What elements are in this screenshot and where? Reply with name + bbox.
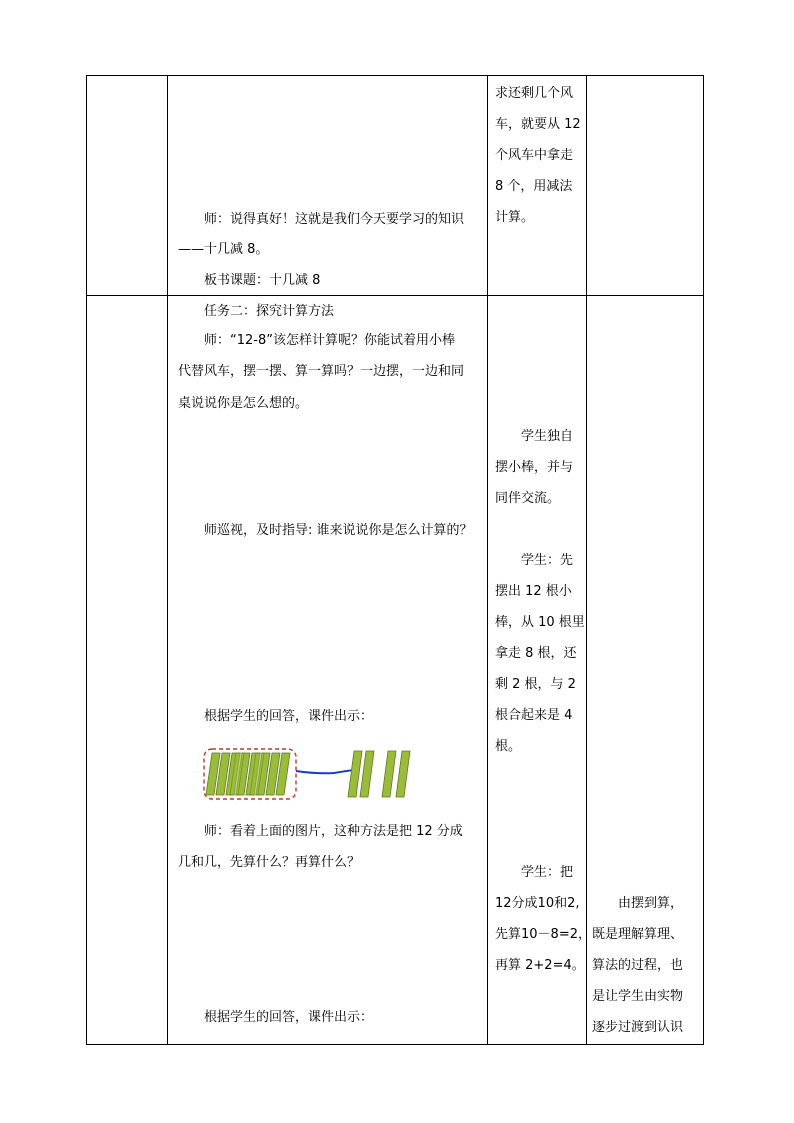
text-line: 先算10－8=2，	[495, 927, 591, 942]
text-line: 算法的过程，也	[592, 958, 684, 973]
text-line: 学生：先	[495, 553, 574, 568]
design-intent-cell	[587, 296, 704, 1045]
connector-line	[296, 770, 354, 773]
text-line: 学生独自	[495, 429, 574, 444]
text-line: 剩 2 根，与 2	[495, 677, 576, 692]
text-line: 学生：把	[495, 865, 574, 880]
text-line: 师：看着上面的图片，这种方法是把 12 分成	[178, 824, 463, 839]
lesson-plan-table	[86, 75, 704, 1045]
text-line: 师：说得真好！这就是我们今天要学习的知识	[178, 212, 465, 227]
text-line: 求还剩几个风	[495, 86, 574, 101]
student-activity-cell	[488, 76, 587, 296]
text-line: 棒，从 10 根里	[495, 615, 585, 630]
text-line: 8 个，用减法	[495, 179, 573, 194]
text-line: 逐步过渡到认识	[592, 1020, 684, 1035]
table-row	[87, 76, 704, 296]
text-line: 代替风车，摆一摆、算一算吗？一边摆，一边和同	[178, 364, 465, 379]
stage-cell	[87, 296, 168, 1045]
text-line: 同伴交流。	[495, 491, 561, 506]
table-row	[87, 296, 704, 1045]
text-line: 是让学生由实物	[592, 989, 684, 1004]
text-line: 车，就要从 12	[495, 117, 581, 132]
text-line: 计算。	[495, 210, 535, 225]
loose-sticks	[348, 751, 410, 797]
text-line: 任务二：探究计算方法	[178, 304, 335, 319]
text-line: 根。	[495, 739, 522, 754]
text-line: 个风车中拿走	[495, 148, 574, 163]
text-line: 拿走 8 根，还	[495, 646, 577, 661]
text-line: 摆小棒，并与	[495, 460, 574, 475]
text-line: 桌说说你是怎么想的。	[178, 396, 309, 411]
text-line: 根据学生的回答，课件出示：	[178, 1010, 374, 1025]
text-line: 师：“12-8”该怎样计算呢？你能试着用小棒	[178, 333, 455, 348]
stick-bundle-illustration	[196, 746, 436, 806]
student-activity-cell	[488, 296, 591, 1045]
text-line: 再算 2+2=4。	[495, 958, 585, 973]
text-line: ——十几减 8。	[178, 242, 269, 257]
text-line: 12分成10和2,	[495, 896, 580, 911]
text-line: 既是理解算理、	[592, 927, 684, 942]
text-line: 由摆到算，	[592, 896, 684, 911]
text-line: 板书课题：十几减 8	[178, 273, 321, 288]
text-line: 师巡视，及时指导: 谁来说说你是怎么计算的？	[178, 523, 473, 538]
text-line: 摆出 12 根小	[495, 584, 572, 599]
teacher-activity-cell	[168, 76, 488, 296]
text-line: 根合起来是 4	[495, 708, 573, 723]
text-line: 根据学生的回答，课件出示：	[178, 709, 374, 724]
stage-cell	[87, 76, 168, 296]
text-line: 几和几，先算什么？再算什么？	[178, 855, 361, 870]
design-intent-cell	[587, 76, 704, 296]
teacher-activity-cell	[168, 296, 488, 1045]
